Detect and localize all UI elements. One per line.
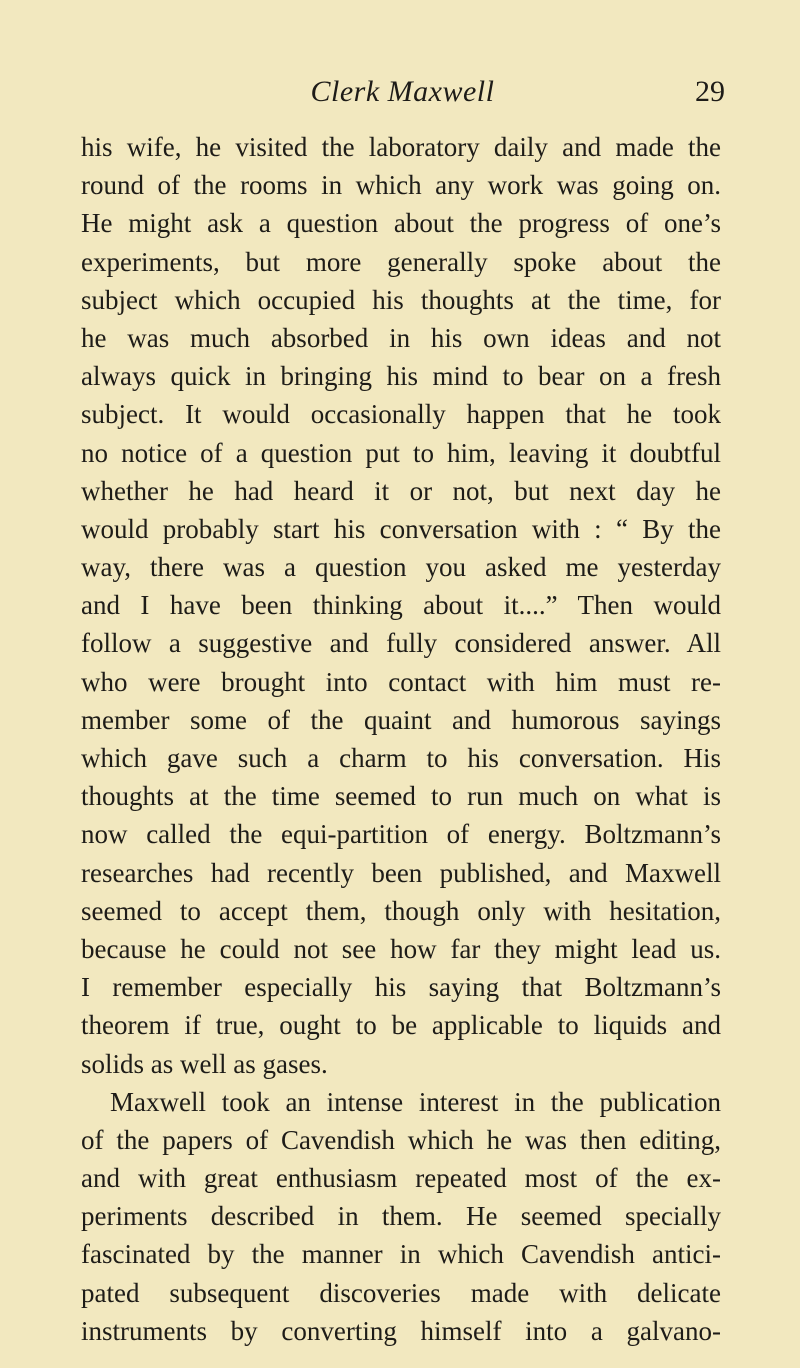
text-line: round of the rooms in which any work was going on. [81,170,721,201]
text-line: he was much absorbed in his own ideas and not [81,322,721,353]
text-line: who were brought into contact with him must re- [81,666,721,697]
text-line: fascinated by the manner in which Cavendish antici- [81,1239,721,1270]
text-line: because he could not see how far they might lead us. [81,933,721,964]
text-line: He might ask a question about the progress of one’s [81,208,721,239]
text-line: whether he had heard it or not, but next day he [81,475,721,506]
text-line: Maxwell took an intense interest in the publication [110,1086,721,1117]
text-line: subject which occupied his thoughts at the time, for [81,284,721,315]
text-line: researches had recently been published, and Maxwell [81,857,721,888]
text-line: now called the equi-partition of energy. Boltzmann’s [81,819,721,850]
text-line: his wife, he visited the laboratory daily and made the [81,132,721,162]
text-line: thoughts at the time seemed to run much on what is [81,781,721,812]
text-line: and with great enthusiasm repeated most of the ex- [81,1163,721,1194]
text-line: which gave such a charm to his conversation. His [81,743,721,773]
text-line: experiments, but more generally spoke about the [81,246,721,277]
page-header [80,72,725,112]
page-number: 29 [695,75,725,108]
text-line: seemed to accept them, though only with hesitation, [81,895,721,926]
text-line: no notice of a question put to him, leaving it doubtful [81,437,721,468]
text-line: way, there was a question you asked me yesterday [81,552,721,583]
running-head: Clerk Maxwell [310,75,495,108]
text-line: always quick in bringing his mind to bear on a fresh [81,361,721,392]
text-line: pated subsequent discoveries made with delicate [81,1277,721,1308]
text-line: would probably start his conversation with : “ By the [81,513,721,544]
text-line: instruments by converting himself into a galvano- [81,1315,721,1346]
text-line: solids as well as gases. [81,1048,328,1079]
text-line: follow a suggestive and fully considered answer. All [81,628,721,659]
body-text [81,128,721,1350]
paragraph-1 [81,128,721,1083]
text-line: periments described in them. He seemed specially [81,1201,721,1232]
text-line: I remember especially his saying that Boltzmann’s [81,972,721,1003]
text-line: subject. It would occasionally happen that he took [81,399,721,430]
text-line: member some of the quaint and humorous sayings [81,704,721,735]
text-line: and I have been thinking about it....” Then would [81,590,721,621]
paragraph-2 [81,1083,721,1350]
text-line: of the papers of Cavendish which he was then editing, [81,1124,721,1155]
text-line: theorem if true, ought to be applicable to liquids and [81,1010,721,1041]
